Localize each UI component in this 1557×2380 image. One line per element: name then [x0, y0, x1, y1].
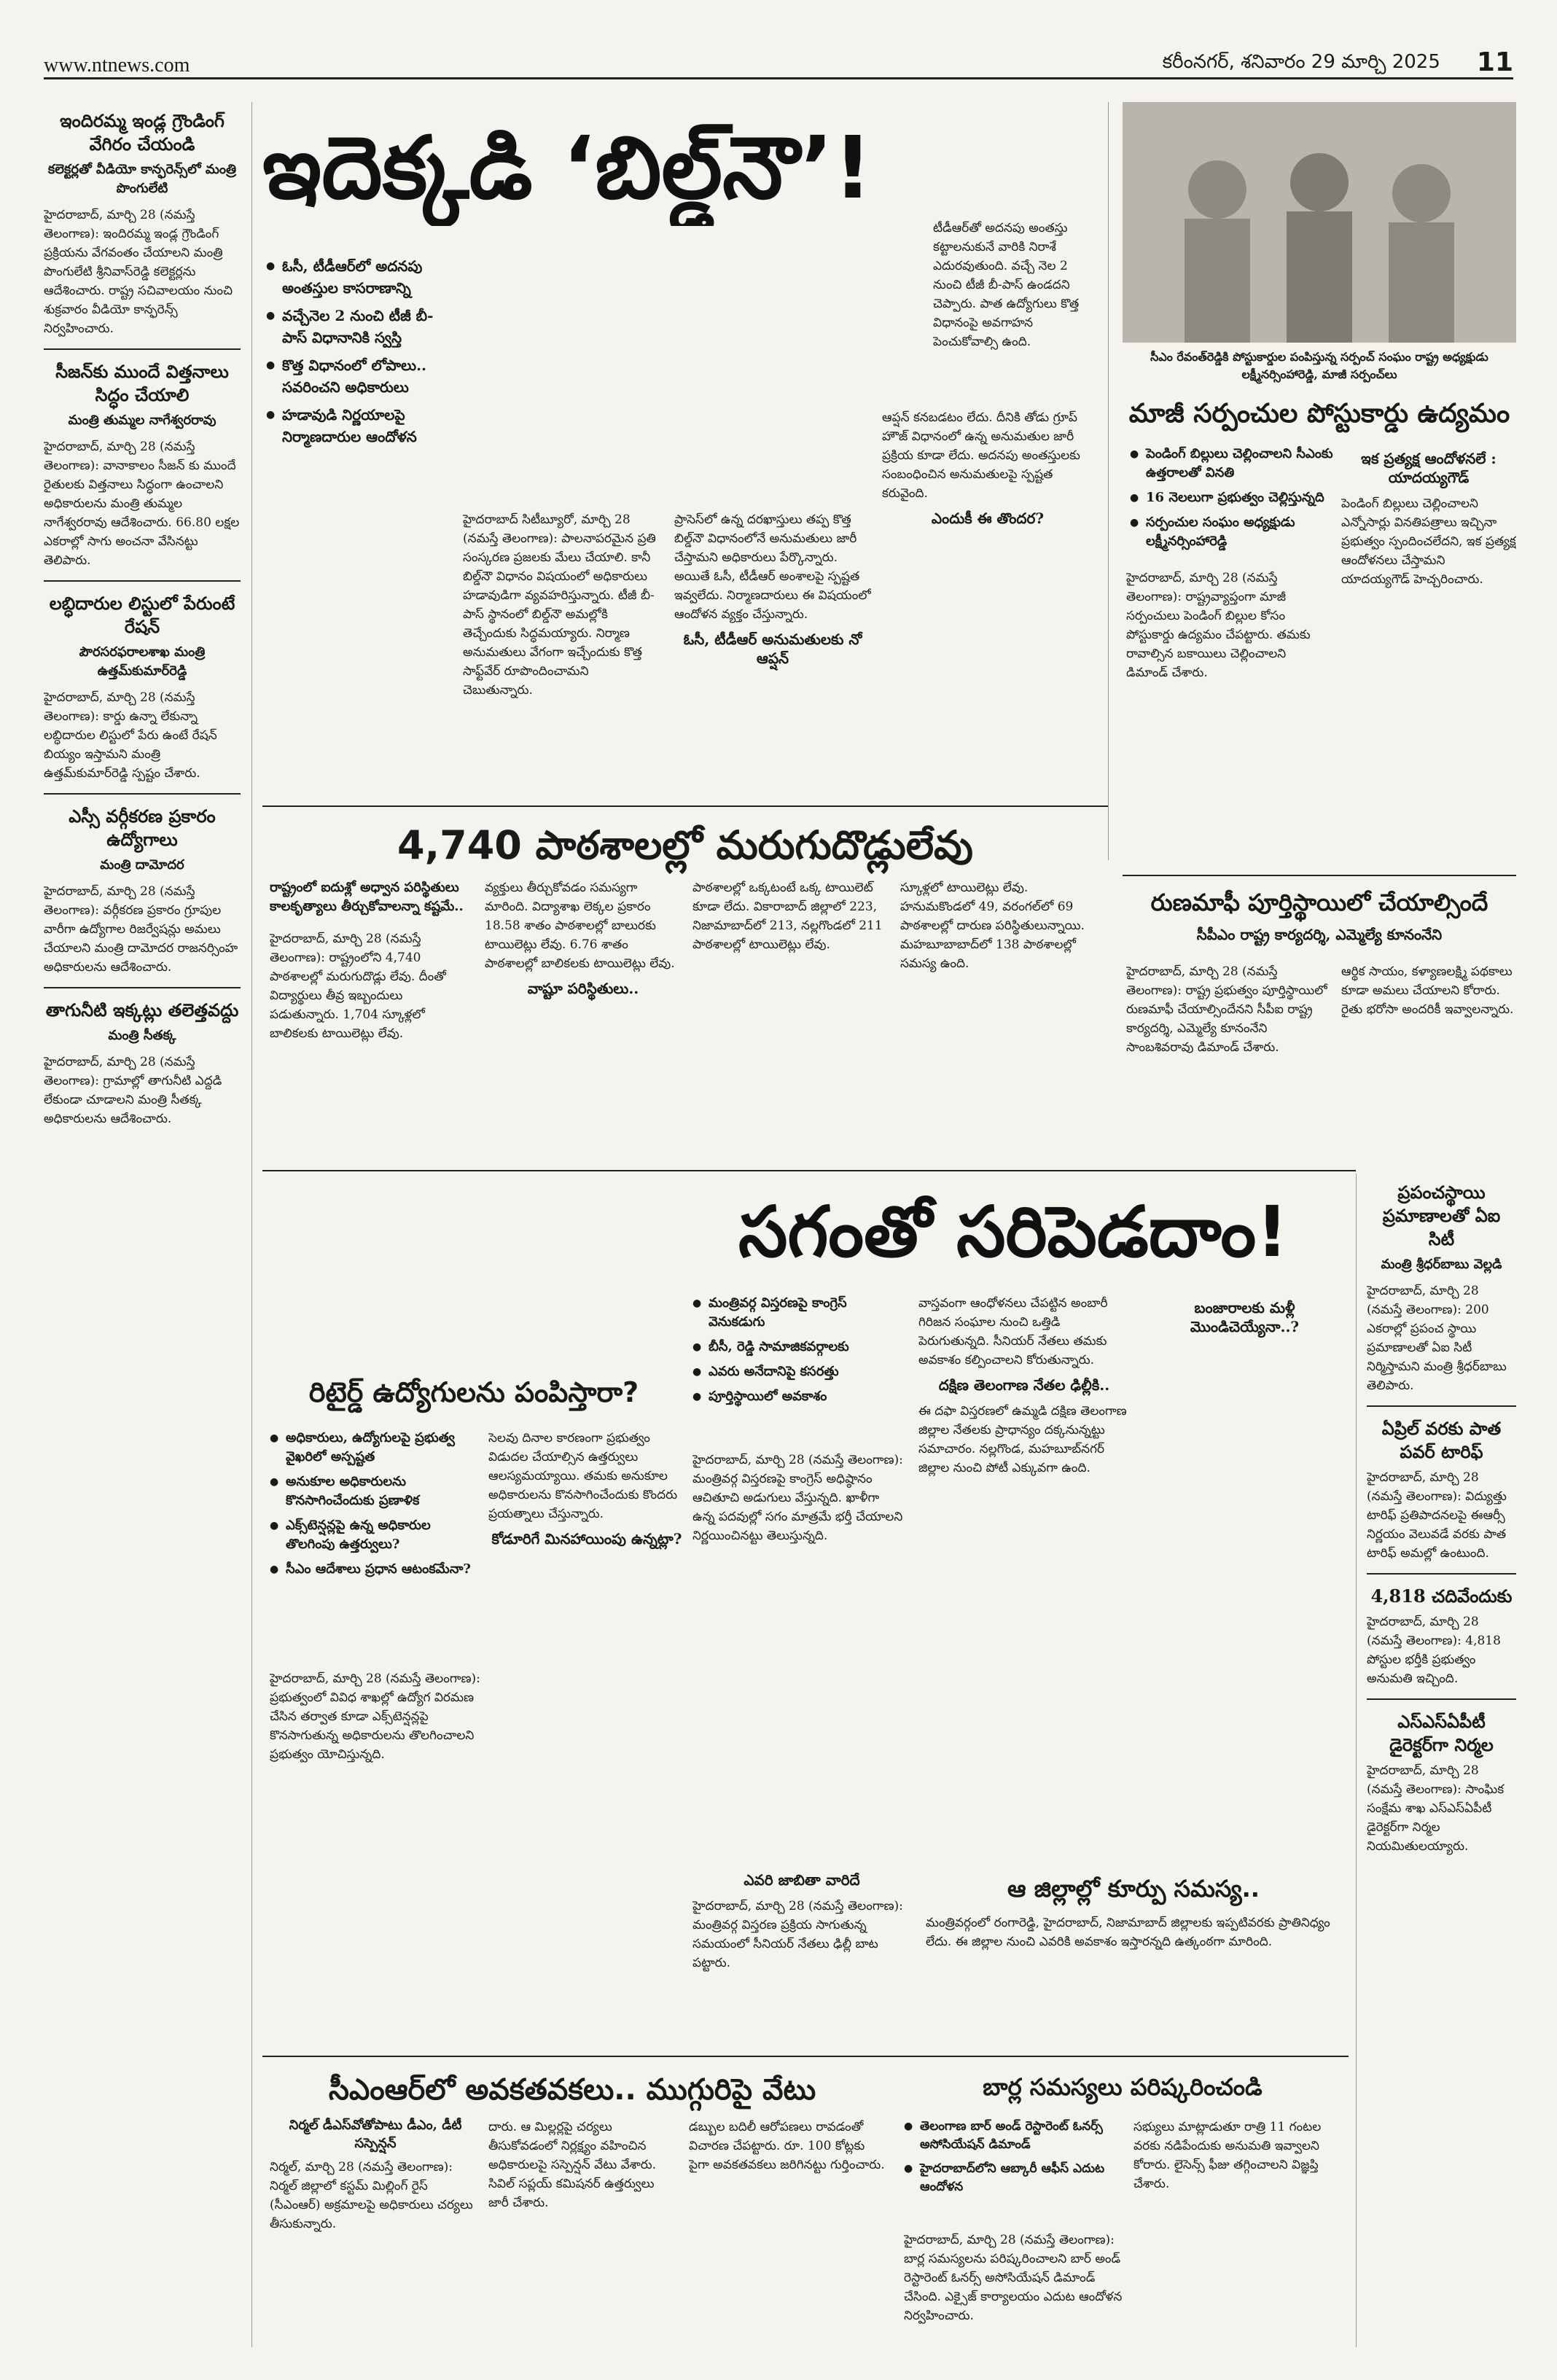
- sarpanch-side: [1341, 445, 1516, 867]
- inline-head: కోడూరిగే మినహాయింపు ఉన్నట్లా?: [491, 1530, 682, 1548]
- story-title: ఇందిరమ్మ ఇండ్ల గ్రౌండింగ్ వేగిరం చేయండి: [60, 110, 225, 155]
- section-rule: [262, 1170, 1356, 1171]
- photo-caption: సీఎం రేవంత్‌రెడ్డికి పోస్టుకార్డుల పంపిస్తున్న సర్పంచ్ సంఘం రాష్ట్ర అధ్యక్షుడు లక్ష్మీనర్సింహారెడ్డి, మాజీ సర్పంచ్‌లు: [1150, 350, 1488, 381]
- story-text: హైదరాబాద్, మార్చి 28 (నమస్తే తెలంగాణ): కార్డు ఉన్నా లేకున్నా లబ్ధిదారుల లిస్టులో పేరు ఉంటే రేషన్ బియ్యం ఇస్తామని మంత్రి ఉత్తమ్‌కుమార్‌రెడ్డి స్పష్టం చేశారు.: [44, 690, 217, 781]
- right-story-4: [1367, 1710, 1516, 1856]
- schools-col1: [270, 929, 474, 1155]
- bullet: ● ఓసీ, టీడీఆర్‌లో అదనపు అంతస్తుల కాసరాణాన్ని: [266, 255, 448, 299]
- story-title: తాగునీటి ఇక్కట్లు తలెత్తవద్దు: [45, 999, 239, 1021]
- bullet: ● అధికారులు, ఉద్యోగులపై ప్రభుత్వ వైఖరిలో అస్పష్టత: [270, 1429, 481, 1467]
- story-title: ఎస్ఎస్ఏపీటీ డైరెక్టర్‌గా నిర్మల: [1389, 1711, 1494, 1755]
- story-title: లబ్ధిదారుల లిస్టులో పేరుంటే రేషన్: [49, 593, 235, 637]
- divider: [44, 580, 241, 582]
- bullet: ● 16 నెలలుగా ప్రభుత్వం చెల్లిస్తున్నది: [1130, 488, 1334, 507]
- bullet: ● ఎవరు అనేదానిపై కసరత్తు: [692, 1362, 904, 1381]
- bullet: ● అనుకూల అధికారులను కొనసాగించేందుకు ప్రణాళిక: [270, 1472, 481, 1510]
- body-text: డబ్బుల బదిలీ ఆరోపణలు రావడంతో విచారణ చేపట్టారు. రూ. 100 కోట్లకు పైగా అవకతవకలు జరిగినట్టు గుర్తించారు.: [689, 2120, 885, 2172]
- photo-image: [1123, 102, 1516, 343]
- column-rule: [251, 102, 252, 2347]
- body-text: వాస్తవంగా ఆంధోళనలు చేపట్టిన అంబారీ గిరిజన సంఘాల నుంచి ఒత్తిడి పెరుగుతున్నది. సీనియర్ నేతలు తమకు అవకాశం కల్పించాలని కోరుతున్నారు.: [918, 1296, 1108, 1367]
- sagam-bullets: [692, 1294, 904, 1412]
- story-text: హైదరాబాద్, మార్చి 28 (నమస్తే తెలంగాణ): విద్యుత్తు టారిఫ్ ప్రతిపాదనలపై ఈఆర్సీ నిర్ణయం వెలువడే వరకు పాత టారిఫ్ అమల్లో ఉంటుంది.: [1367, 1470, 1507, 1561]
- story-text: హైదరాబాద్, మార్చి 28 (నమస్తే తెలంగాణ): 200 ఎకరాల్లో ప్రపంచ స్థాయి ప్రమాణాలతో ఏఐ సిటీ నిర్మిస్తామని మంత్రి శ్రీధర్‌బాబు తెలిపారు.: [1367, 1284, 1507, 1393]
- top-story-bullets: [266, 255, 448, 453]
- bullet: ● మంత్రివర్గ విస్తరణపై కాంగ్రెస్ వెనుకడుగు: [692, 1294, 904, 1332]
- page-header: [44, 45, 1513, 79]
- bullet: ● తెలంగాణ బార్ అండ్ రెస్టారెంట్ ఓనర్స్ అసోసియేషన్ డిమాండ్: [904, 2118, 1123, 2154]
- retired-col3: [692, 1866, 911, 2048]
- story-title: 4,818 చదివేందుకు: [1370, 1585, 1513, 1607]
- story-text: హైదరాబాద్, మార్చి 28 (నమస్తే తెలంగాణ): సాంఘిక సంక్షేమ శాఖ ఎస్ఎస్ఏపీటీ డైరెక్టర్‌గా నిర్మల నియమితులయ్యారు.: [1367, 1763, 1505, 1854]
- body-text: నిర్మల్, మార్చి 28 (నమస్తే తెలంగాణ): నిర్మల్ జిల్లాలో కస్టమ్ మిల్లింగ్ రైస్ (సీఎంఆర్) అక్రమాలపై అధికారులు చర్యలు తీసుకున్నారు.: [270, 2160, 473, 2231]
- body-text: స్కూళ్లలో టాయిలెట్లు లేవు. హనుమకొండలో 49, వరంగల్‌లో 69 పాఠశాలల్లో దారుణ పరిస్థితులున్నాయి. మహబూబాబాద్‌లో 138 పాఠశాలల్లో సమస్య ఉంది.: [900, 881, 1085, 971]
- bullet: ● సర్పంచుల సంఘం అధ్యక్షుడు లక్ష్మీనర్సింహారెడ్డి: [1130, 513, 1334, 551]
- divider: [44, 793, 241, 795]
- body-text: ఆప్షన్ కనబడటం లేదు. దీనికి తోడు గ్రూప్ హౌజ్ విధానంలో ఉన్న అనుమతుల జారీ ప్రక్రియ కూడా లేదు. అదనపు అంతస్తులకు సంబంధించిన అనుమతులపై స్పష్టత కరువైంది.: [882, 410, 1080, 501]
- bullet: ● పూర్తిస్థాయిలో అవకాశం: [692, 1387, 904, 1406]
- retired-bullets: [270, 1429, 481, 1585]
- sidebar-story-4: [44, 805, 241, 977]
- story-sub: మంత్రి సీతక్క: [108, 1028, 176, 1043]
- cmrf-headline: సీఎంఆర్‌లో అవకతవకలు.. ముగ్గురిపై వేటు: [328, 2073, 816, 2107]
- section-rule: [262, 805, 1108, 807]
- top-story-headline: ఇదెక్కడి ‘బిల్డ్‌నౌ’!: [262, 117, 873, 218]
- sarpanch-photo: [1123, 102, 1516, 343]
- left-sidebar: [44, 102, 241, 2347]
- bars-body: [904, 2231, 1123, 2347]
- body-text: వ్యక్తులు తీర్చుకోవడం సమస్యగా మారింది. విద్యాశాఖ లెక్కల ప్రకారం 18.58 శాతం పాఠశాలల్లో బాలురకు టాయిలెట్లు లేవు. 6.76 శాతం పాఠశాలల్లో బాలికలకు టాయిలెట్లు లేవు.: [485, 881, 675, 971]
- column-rule: [1356, 1174, 1357, 2347]
- column-rule: [1108, 102, 1109, 860]
- cmrf-col3: [689, 2118, 886, 2347]
- body-text: దారు. ఆ మిల్లర్లపై చర్యలు తీసుకోవడంలో నిర్లక్ష్యం వహించిన అధికారులపై సస్పెన్షన్ వేటు వేశారు. సివిల్ సప్లయ్ కమిషనర్ ఉత్తర్వులు జారీ చేశారు.: [488, 2120, 657, 2210]
- top-story-col2: [674, 510, 871, 795]
- divider: [1367, 1573, 1516, 1575]
- sidebar-story-5: [44, 999, 241, 1128]
- sidebar-story-1: [44, 109, 241, 338]
- sarpanch-headline: మాజీ సర్పంచుల పోస్టుకార్డు ఉద్యమం: [1128, 399, 1510, 429]
- sidebar-story-2: [44, 360, 241, 570]
- bullet: ● హైదరాబాద్‌లోని ఆబ్కారీ ఆఫీస్ ఎదుట ఆందోళన: [904, 2160, 1123, 2196]
- body-text: ఈ దఫా విస్తరణలో ఉమ్మడి దక్షిణ తెలంగాణ జిల్లాల నేతలకు ప్రాధాన్యం దక్కనున్నట్టు సమాచారం. నల్లగొండ, మహబూబ్‌నగర్ జిల్లాల నుంచి పోటీ ఎక్కువగా ఉంది.: [918, 1404, 1127, 1475]
- divider: [1367, 1405, 1516, 1407]
- bullet: ● వచ్చేనెల 2 నుంచి టీజీ బీ-పాస్ విధానానికి స్వస్తి: [266, 305, 448, 348]
- section-rule: [262, 2056, 1349, 2057]
- story-sub: పౌరసరఫరాలశాఖ మంత్రి ఉత్తమ్‌కుమార్‌రెడ్డి: [79, 644, 206, 679]
- bullet: ● బీసీ, రెడ్డి సామాజికవర్గాలకు: [692, 1338, 904, 1357]
- sagam-col2: [918, 1294, 1130, 1859]
- schools-col2: [485, 878, 682, 1155]
- sidebar-story-3: [44, 592, 241, 783]
- side-title: ఇక ప్రత్యక్ష ఆందోళనలే : యాదయ్యగౌడ్: [1361, 450, 1496, 486]
- body-text: సెలవు దినాల కారణంగా ప్రభుత్వం విడుదల చేయాల్సిన ఉత్తర్వులు ఆలస్యమయ్యాయి. తమకు అనుకూల అధికారులను కొనసాగించేందుకు కొందరు ప్రయత్నాలు చేస్తున్నారు.: [488, 1431, 678, 1521]
- body-text: ఆర్థిక సాయం, కళ్యాణలక్ష్మి పథకాలు కూడా అమలు చేయాలని కోరారు. రైతు భరోసా అందరికీ ఇవ్వాలన్నారు.: [1341, 964, 1514, 1017]
- loan-side: [1341, 962, 1516, 1159]
- bullet: ● హడావుడి నిర్ణయాలపై నిర్మాణదారుల ఆందోళన: [266, 404, 448, 448]
- body-text: హైదరాబాద్, మార్చి 28 (నమస్తే తెలంగాణ): బార్ల సమస్యలను పరిష్కరించాలని బార్ అండ్ రెస్టారెంట్ ఓనర్స్ అసోసియేషన్ డిమాండ్ చేసింది. ఎక్సైజ్ కార్యాలయం ఎదుట ఆందోళన నిర్వహించారు.: [904, 2233, 1123, 2323]
- top-story-col3: [882, 408, 1093, 795]
- bars-bullets: [904, 2118, 1123, 2202]
- districts-body: [926, 1913, 1349, 2048]
- story-sub: మంత్రి తుమ్మల నాగేశ్వరరావు: [68, 413, 216, 428]
- inline-head: ఓసీ, టీడీఆర్ అనుమతులకు నో ఆప్షన్: [683, 631, 862, 667]
- body-text: ప్రాసెస్‌లో ఉన్న దరఖాస్తులు తప్ప కొత్త బిల్డ్‌నౌ విధానంలోనే అనుమతులు జారీ చేస్తామని అధికారులు పేర్కొన్నారు. అయితే ఓసీ, టీడీఆర్ అంశాలపై స్పష్టత ఇవ్వలేదు. నిర్మాణదారులు ఈ విషయంలో ఆందోళన వ్యక్తం చేస్తున్నారు.: [674, 512, 871, 622]
- inline-head: ఎవరి జాబితా వారిదే: [744, 1871, 860, 1889]
- story-title: ప్రపంచస్థాయి ప్రమాణాలతో ఏఐ సిటీ: [1382, 1182, 1501, 1249]
- inline-head: బంజారాలకు మళ్లీ మొండిచెయ్యేనా..?: [1190, 1299, 1300, 1335]
- body-text: పాఠశాలల్లో ఒక్కటంటే ఒక్క టాయిలెట్ కూడా లేదు. వికారాబాద్ జిల్లాలో 223, నిజామాబాద్‌లో 213, నల్లగొండలో 211 పాఠశాలల్లో టాయిలెట్లు లేవు.: [692, 881, 883, 952]
- story-text: హైదరాబాద్, మార్చి 28 (నమస్తే తెలంగాణ): వర్గీకరణ ప్రకారం గ్రూపుల వారీగా ఉద్యోగాల రిజర్వేషన్లు అమలు చేయాలని మంత్రి దామోదర రాజనర్సింహ అధికారులను ఆదేశించారు.: [44, 884, 238, 975]
- loan-body: [1126, 962, 1330, 1159]
- retired-col1: [270, 1669, 481, 2048]
- bars-body-2: [1133, 2118, 1349, 2347]
- divider: [44, 348, 241, 350]
- story-text: హైదరాబాద్, మార్చి 28 (నమస్తే తెలంగాణ): ఇందిరమ్మ ఇండ్ల గ్రౌండింగ్ ప్రక్రియను వేగవంతం చేయాలని మంత్రి పొంగులేటి శ్రీనివాస్‌రెడ్డి కలెక్టర్లను ఆదేశించారు. రాష్ట్ర సచివాలయం నుంచి శుక్రవారం వీడియో కాన్ఫరెన్స్ నిర్వహించారు.: [44, 208, 233, 336]
- body-text: హైదరాబాద్, మార్చి 28 (నమస్తే తెలంగాణ): మంత్రివర్గ విస్తరణపై కాంగ్రెస్ అధిష్ఠానం ఆచితూచి అడుగులు వేస్తున్నది. ఖాళీగా ఉన్న పదవుల్లో సగం మాత్రమే భర్తీ చేయాలని నిర్ణయించినట్టు తెలుస్తున్నది.: [692, 1453, 903, 1543]
- bullet: ● పెండింగ్ బిల్లులు చెల్లించాలని సీఎంకు ఉత్తరాలతో వినతి: [1130, 445, 1334, 483]
- sagam-col3: [1141, 1294, 1349, 1859]
- story-sub: మంత్రి శ్రీధర్‌బాబు వెల్లడి: [1381, 1257, 1502, 1272]
- story-text: హైదరాబాద్, మార్చి 28 (నమస్తే తెలంగాణ): వానాకాలం సీజన్ కు ముందే రైతులకు విత్తనాలు సిద్ధంగా ఉంచాలని అధికారులను మంత్రి తుమ్మల నాగేశ్వరరావు ఆదేశించారు. 66.80 లక్షల ఎకరాల్లో సాగు అంచనా వేసినట్టు తెలిపారు.: [44, 440, 240, 568]
- top-story-col1: [463, 510, 660, 795]
- story-title: ఎస్సీ వర్గీకరణ ప్రకారం ఉద్యోగాలు: [69, 805, 216, 850]
- section-rule: [1123, 875, 1516, 876]
- story-title: సీజన్‌కు ముందే విత్తనాలు సిద్ధం చేయాలి: [55, 361, 229, 405]
- bars-headline: బార్ల సమస్యలు పరిష్కరించండి: [983, 2073, 1263, 2101]
- page-number: 11: [1476, 47, 1513, 77]
- inline-head: దక్షిణ తెలంగాణ నేతల ఢిల్లీకి..: [938, 1376, 1110, 1394]
- bullet: ● ఎక్స్‌టెన్షన్లపై ఉన్న అధికారుల తొలగింపు ఉత్తర్వులు?: [270, 1516, 481, 1554]
- story-sub: కలెక్టర్లతో వీడియో కాన్ఫరెన్స్‌లో మంత్రి పొంగులేటి: [47, 162, 237, 196]
- body-text: టీడీఆర్‌తో అదనపు అంతస్తు కట్టాలనుకునే వారికి నిరాశే ఎదురవుతుంది. వచ్చే నెల 2 నుంచి టీజీ బీ-పాస్ ఉండదని చెప్పారు. పాత ఉద్యోగులు కొత్త విధానంపై అవగాహన పెంచుకోవాల్సి ఉంది.: [933, 221, 1080, 349]
- schools-subhead: రాష్ట్రంలో ఐదుశ్లో అధ్వాన పరిస్థితులు కాలకృత్యాలు తీర్చుకోవాలన్నా కష్టమే..: [270, 880, 464, 914]
- right-column: [1367, 1174, 1516, 2347]
- schools-headline: 4,740 పాఠశాలల్లో మరుగుదొడ్లులేవు: [397, 822, 973, 868]
- bullet: ● కొత్త విధానంలో లోపాలు.. సవరించని అధికారులు: [266, 354, 448, 398]
- bullet: ● సీఎం ఆదేశాలు ప్రధాన ఆటంకమేనా?: [270, 1560, 481, 1579]
- body-text: హైదరాబాద్, మార్చి 28 (నమస్తే తెలంగాణ): రాష్ట్ర ప్రభుత్వం పూర్తిస్థాయిలో రుణమాఫీ చేయాల్సిందేనని సీపీఐ రాష్ట్ర కార్యదర్శి, ఎమ్మెల్యే కూనంనేని సాంబశివరావు డిమాండ్ చేశారు.: [1126, 964, 1327, 1055]
- body-text: హైదరాబాద్, మార్చి 28 (నమస్తే తెలంగాణ): మంత్రివర్గ విస్తరణ ప్రక్రియ సాగుతున్న సమయంలో సీనియర్ నేతలు ఢిల్లీ బాట పట్టారు.: [692, 1899, 903, 1970]
- districts-headline: ఆ జిల్లాల్లో కూర్పు సమస్య..: [1007, 1875, 1260, 1903]
- right-story-3: [1367, 1585, 1516, 1688]
- story-text: హైదరాబాద్, మార్చి 28 (నమస్తే తెలంగాణ): గ్రామాల్లో తాగునీటి ఎద్దడి లేకుండా చూడాలని మంత్రి సీతక్క అధికారులను ఆదేశించారు.: [44, 1055, 222, 1126]
- top-story-col4: [933, 219, 1093, 401]
- body-text: హైదరాబాద్, మార్చి 28 (నమస్తే తెలంగాణ): రాష్ట్రవ్యాప్తంగా మాజీ సర్పంచులు పెండింగ్ బిల్లుల కోసం పోస్టుకార్డు ఉద్యమం చేపట్టారు. తమకు రావాల్సిన బకాయిలు చెల్లించాలని డిమాండ్ చేశారు.: [1126, 571, 1311, 680]
- schools-col3: [692, 878, 889, 1155]
- edition-date: కరీంనగర్, శనివారం 29 మార్చి 2025: [1162, 51, 1440, 73]
- cmrf-col2: [488, 2118, 678, 2347]
- site-url[interactable]: www.ntnews.com: [44, 54, 190, 77]
- body-text: హైదరాబాద్, మార్చి 28 (నమస్తే తెలంగాణ): రాష్ట్రంలోని 4,740 పాఠశాలల్లో మరుగుదొడ్లు లేవు. దీంతో విద్యార్థులు తీవ్ర ఇబ్బందులు పడుతున్నారు. 1,704 స్కూళ్లలో బాలికలకు టాయిలెట్లు లేవు.: [270, 932, 446, 1041]
- body-text: హైదరాబాద్, మార్చి 28 (నమస్తే తెలంగాణ): ప్రభుత్వంలో వివిధ శాఖల్లో ఉద్యోగ విరమణ చేసిన తర్వాత కూడా ఎక్స్‌టెన్షన్లపై కొనసాగుతున్న అధికారులను తొలగించాలని ప్రభుత్వం యోచిస్తున్నది.: [270, 1671, 480, 1762]
- loan-headline: రుణమాఫీ పూర్తిస్థాయిలో చేయాల్సిందే: [1150, 889, 1488, 916]
- body-text: సభ్యులు మాట్లాడుతూ రాత్రి 11 గంటల వరకు నడిపేందుకు అనుమతి ఇవ్వాలని కోరారు. లైసెన్స్ ఫీజు తగ్గించాలని విజ్ఞప్తి చేశారు.: [1133, 2120, 1322, 2191]
- sagam-headline: సగంతో సరిపెడదాం!: [738, 1191, 1288, 1273]
- story-title: ఏప్రిల్ వరకు పాత పవర్ టారిఫ్: [1381, 1418, 1502, 1462]
- retired-col2: [488, 1429, 685, 2048]
- inline-head: ఎందుకీ ఈ తొందర?: [931, 510, 1045, 527]
- sagam-col1: [692, 1451, 904, 1859]
- loan-sub: సీపీఎం రాష్ట్ర కార్యదర్శి, ఎమ్మెల్యే కూనంనేని: [1196, 926, 1443, 943]
- retired-headline: రిటైర్డ్ ఉద్యోగులను పంపిస్తారా?: [308, 1376, 639, 1408]
- schools-col4: [900, 878, 1104, 1155]
- body-text: హైదరాబాద్ సిటీబ్యూరో, మార్చి 28 (నమస్తే తెలంగాణ): పాలనాపరమైన ప్రతి సంస్కరణ ప్రజలకు మేలు చేయాలి. కానీ బిల్డ్‌నౌ విధానం విషయంలో అధికారులు హడావుడిగా వ్యవహరిస్తున్నారు. టీజీ బీ-పాస్ స్థానంలో బిల్డ్‌నౌ అమల్లోకి తెచ్చేందుకు సిద్ధమయ్యారు. నిర్మాణ అనుమతులు వేగంగా ఇచ్చేందుకు కొత్త సాఫ్ట్‌వేర్ రూపొందించామని చెబుతున్నారు.: [463, 512, 656, 698]
- story-sub: మంత్రి దామోదర: [100, 857, 184, 873]
- story-text: హైదరాబాద్, మార్చి 28 (నమస్తే తెలంగాణ): 4,818 పోస్టుల భర్తీకి ప్రభుత్వం అనుమతి ఇచ్చింది.: [1367, 1615, 1501, 1686]
- cmrf-sub: నిర్మల్ డీఎస్‌వోతోపాటు డీఎం, డీటీ సస్పెన్షన్: [289, 2118, 462, 2151]
- sarpanch-body: [1126, 569, 1330, 867]
- body-text: మంత్రివర్గంలో రంగారెడ్డి, హైదరాబాద్, నిజామాబాద్ జిల్లాలకు ఇప్పటివరకు ప్రాతినిధ్యం లేదు. ఈ జిల్లాల నుంచి ఎవరికి అవకాశం ఇస్తారన్నది ఉత్కంఠగా మారింది.: [926, 1916, 1330, 1949]
- cmrf-col1: [270, 2158, 481, 2347]
- divider: [1367, 1698, 1516, 1700]
- body-text: పెండింగ్ బిల్లులు చెల్లించాలని ఎన్నోసార్లు వినతిపత్రాలు ఇచ్చినా ప్రభుత్వం స్పందించలేదని, ఇక ప్రత్యక్ష ఆందోళనలు చేస్తామని యాదయ్యగౌడ్ హెచ్చరించారు.: [1341, 496, 1516, 587]
- inline-head: వాష్టూ పరిస్థితులు..: [527, 980, 639, 997]
- sarpanch-bullets: [1130, 445, 1334, 557]
- right-story-2: [1367, 1417, 1516, 1563]
- right-story-1: [1367, 1181, 1516, 1395]
- divider: [44, 987, 241, 988]
